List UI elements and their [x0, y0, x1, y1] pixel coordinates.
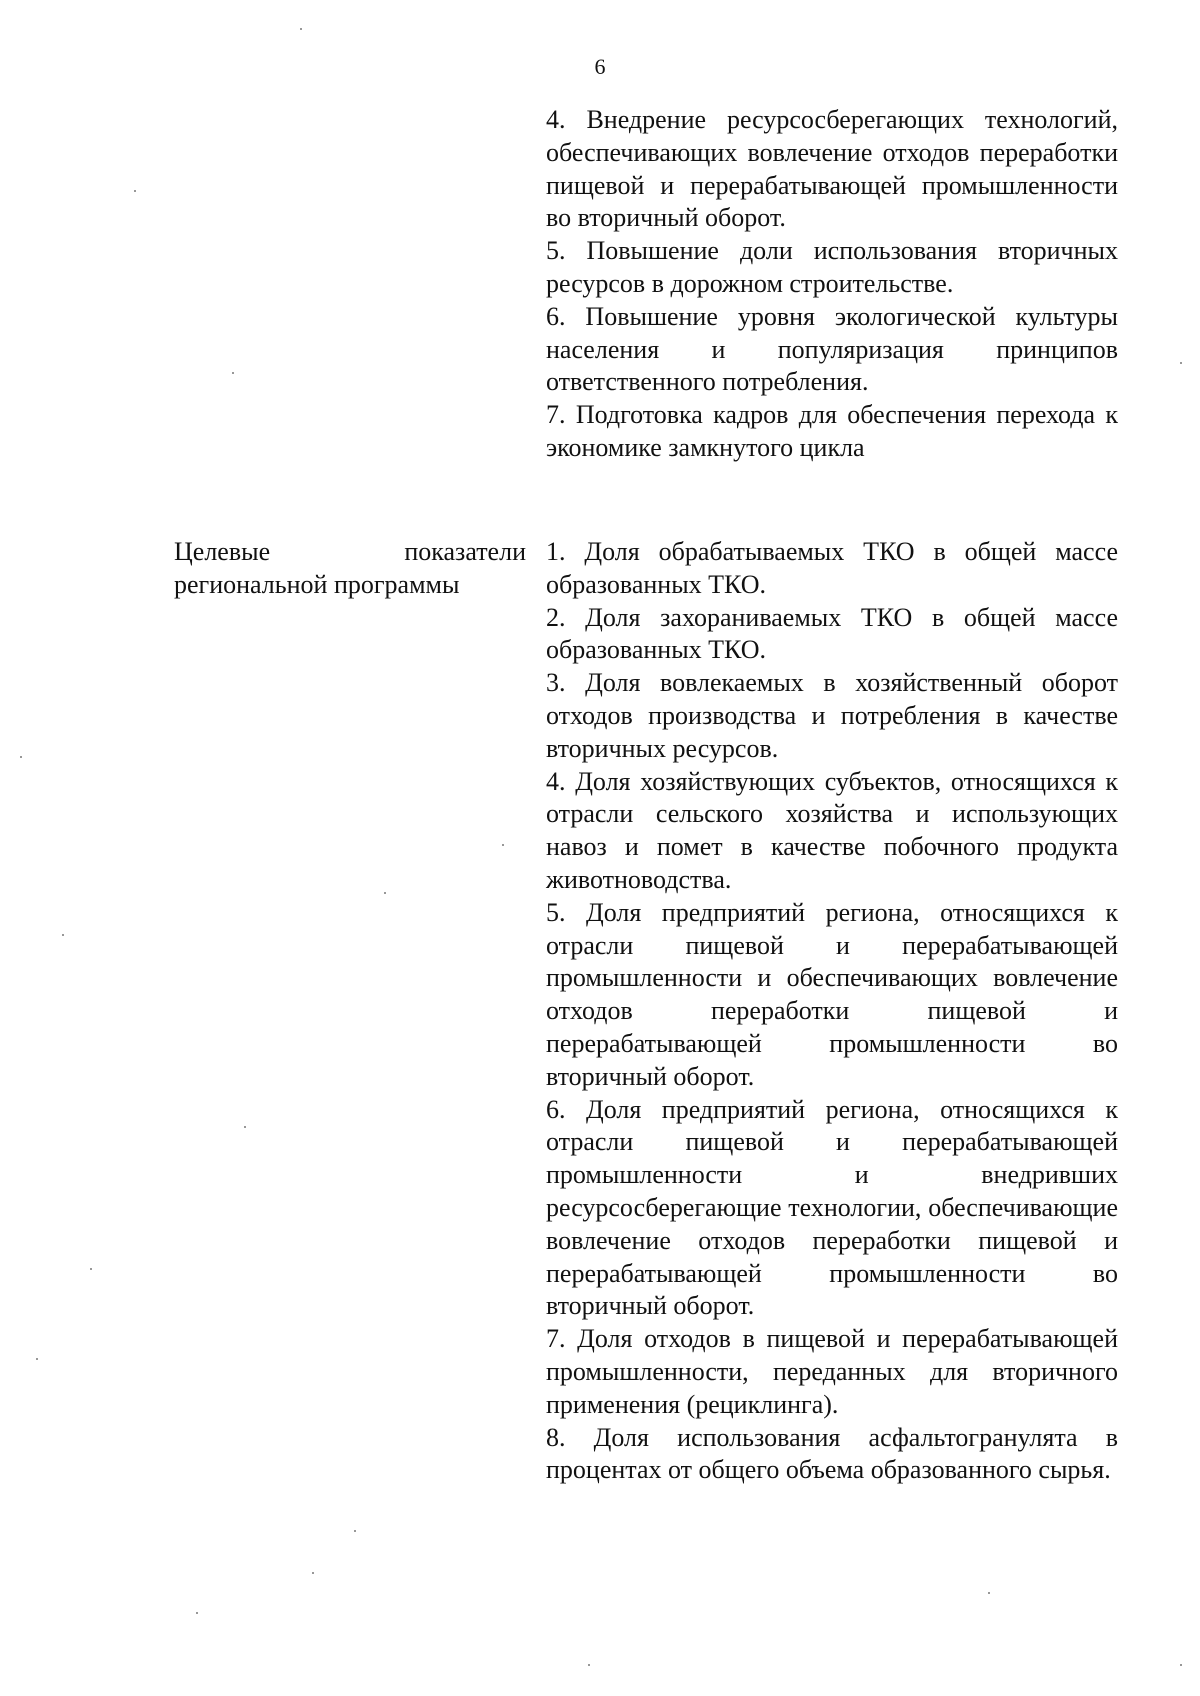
task-item-4: 4. Внедрение ресурсосберегающих технологий, обеспечивающих вовлечение отходов переработки пищевой и перерабатывающей промышленности во вторичный оборот.: [546, 105, 1118, 233]
scan-speck: [354, 1530, 356, 1532]
task-item-6: 6. Повышение уровня экологической культуры населения и популяризация принципов ответственного потребления.: [546, 301, 1118, 397]
scan-speck: [36, 1358, 38, 1360]
scan-speck: [90, 1268, 92, 1270]
indicator-item-2: 2. Доля захораниваемых ТКО в общей массе образованных ТКО.: [546, 602, 1118, 665]
scan-speck: [1180, 362, 1182, 364]
scan-speck: [62, 934, 64, 936]
task-item-7: 7. Подготовка кадров для обеспечения перехода к экономике замкнутого цикла: [546, 400, 1118, 462]
scan-speck: [384, 892, 386, 894]
scan-speck: [588, 1664, 590, 1666]
indicator-item-7: 7. Доля отходов в пищевой и перерабатывающей промышленности, переданных для вторичного применения (рециклинга).: [546, 1324, 1118, 1419]
scan-speck: [1180, 1664, 1182, 1666]
indicator-item-6: 6. Доля предприятий региона, относящихся к отрасли пищевой и перерабатывающей промышленности и внедривших ресурсосберегающие технологии, обеспечивающие вовлечение отходов переработки пищевой и перерабатывающей промышленности во вторичный оборот.: [546, 1094, 1118, 1321]
page-number: 6: [594, 54, 606, 79]
scan-speck: [134, 190, 136, 192]
task-item-5: 5. Повышение доли использования вторичных ресурсов в дорожном строительстве.: [546, 236, 1118, 298]
scan-speck: [300, 28, 302, 30]
scan-speck: [312, 1572, 314, 1574]
scan-speck: [244, 1126, 246, 1128]
indicator-item-3: 3. Доля вовлекаемых в хозяйственный оборот отходов производства и потребления в качестве вторичных ресурсов.: [546, 668, 1118, 763]
indicator-item-4: 4. Доля хозяйствующих субъектов, относящихся к отрасли сельского хозяйства и использующих навоз и помет в качестве побочного продукта животноводства.: [546, 766, 1118, 894]
tasks-continued-list: [546, 104, 1118, 465]
scan-speck: [988, 1592, 990, 1594]
scan-speck: [196, 1612, 198, 1614]
indicator-item-8: 8. Доля использования асфальтогранулята в процентах от общего объема образованного сырья.: [546, 1422, 1118, 1485]
indicators-list: [546, 536, 1118, 1487]
scan-speck: [20, 756, 22, 758]
scan-speck: [232, 372, 234, 374]
indicator-item-1: 1. Доля обрабатываемых ТКО в общей массе образованных ТКО.: [546, 537, 1118, 599]
scan-speck: [502, 844, 504, 846]
indicators-label: Целевые показатели региональной программы: [174, 537, 526, 599]
indicator-item-5: 5. Доля предприятий региона, относящихся к отрасли пищевой и перерабатывающей промышленности и обеспечивающих вовлечение отходов переработки пищевой и перерабатывающей промышленности во вторичный оборот.: [546, 897, 1118, 1091]
